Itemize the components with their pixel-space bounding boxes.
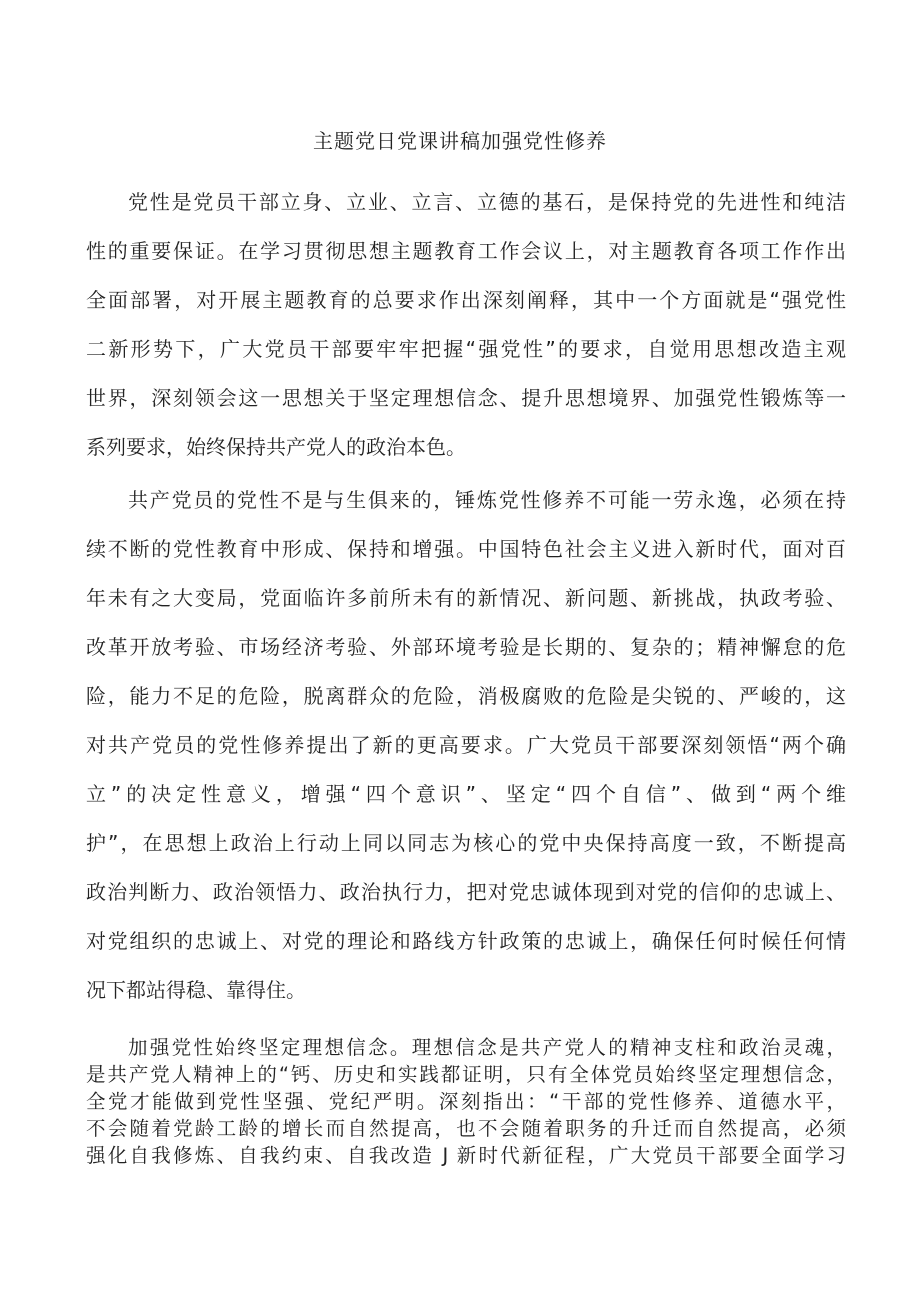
paragraph-line: 改革开放考验、市场经济考验、外部环境考验是长期的、复杂的；精神懈怠的危 xyxy=(86,635,846,659)
paragraph-line: 性的重要保证。在学习贯彻思想主题教育工作会议上，对主题教育各项工作作出 xyxy=(86,239,846,263)
paragraph-line: 强化自我修炼、自我约束、自我改造 J 新时代新征程，广大党员干部要全面学习 xyxy=(86,1144,846,1167)
paragraph-line: 系列要求，始终保持共产党人的政治本色。 xyxy=(86,435,466,459)
document-title: 主题党日党课讲稿加强党性修养 xyxy=(313,129,607,153)
paragraph-2 xyxy=(86,476,846,1015)
paragraph-line: 况下都站得稳、靠得住。 xyxy=(86,978,306,1002)
paragraph-line: 护”，在思想上政治上行动上同以同志为核心的党中央保持高度一致，不断提高 xyxy=(86,831,846,855)
paragraph-line: 对党组织的忠诚上、对党的理论和路线方针政策的忠诚上，确保任何时候任何情 xyxy=(86,929,846,953)
paragraph-line: 加强党性始终坚定理想信念。理想信念是共产党人的精神支柱和政治灵魂， xyxy=(128,1036,846,1059)
paragraph-line: 是共产党人精神上的“钙、历史和实践都证明，只有全体党员始终坚定理想信念， xyxy=(86,1063,846,1086)
paragraph-line: 不会随着党龄工龄的增长而自然提高，也不会随着职务的升迁而自然提高，必须 xyxy=(86,1117,846,1140)
paragraph-1 xyxy=(86,178,846,472)
paragraph-line: 政治判断力、政治领悟力、政治执行力，把对党忠诚体现到对党的信仰的忠诚上、 xyxy=(86,880,846,904)
paragraph-line: 世界，深刻领会这一思想关于坚定理想信念、提升思想境界、加强党性锻炼等一 xyxy=(86,386,846,410)
paragraph-line: 险，能力不足的危险，脱离群众的危险，消极腐败的危险是尖锐的、严峻的，这 xyxy=(86,684,846,708)
paragraph-line: 全党才能做到党性坚强、党纪严明。深刻指出：“干部的党性修养、道德水平， xyxy=(86,1090,846,1113)
paragraph-line: 对共产党员的党性修养提出了新的更高要求。广大党员干部要深刻领悟“两个确 xyxy=(86,733,846,757)
paragraph-line: 续不断的党性教育中形成、保持和增强。中国特色社会主义进入新时代，面对百 xyxy=(86,537,846,561)
paragraph-line: 共产党员的党性不是与生俱来的，锤炼党性修养不可能一劳永逸，必须在持 xyxy=(128,488,846,512)
paragraph-line: 立”的决定性意义，增强“四个意识”、坚定“四个自信”、做到“两个维 xyxy=(86,782,846,806)
paragraph-line: 全面部署，对开展主题教育的总要求作出深刻阐释，其中一个方面就是“强党性 xyxy=(86,288,846,312)
paragraph-line: 党性是党员干部立身、立业、立言、立德的基石，是保持党的先进性和纯洁 xyxy=(128,190,846,214)
paragraph-3 xyxy=(86,1034,846,1169)
paragraph-line: 年未有之大变局，党面临许多前所未有的新情况、新问题、新挑战，执政考验、 xyxy=(86,586,846,610)
paragraph-line: 二新形势下，广大党员干部要牢牢把握“强党性”的要求，自觉用思想改造主观 xyxy=(86,337,846,361)
